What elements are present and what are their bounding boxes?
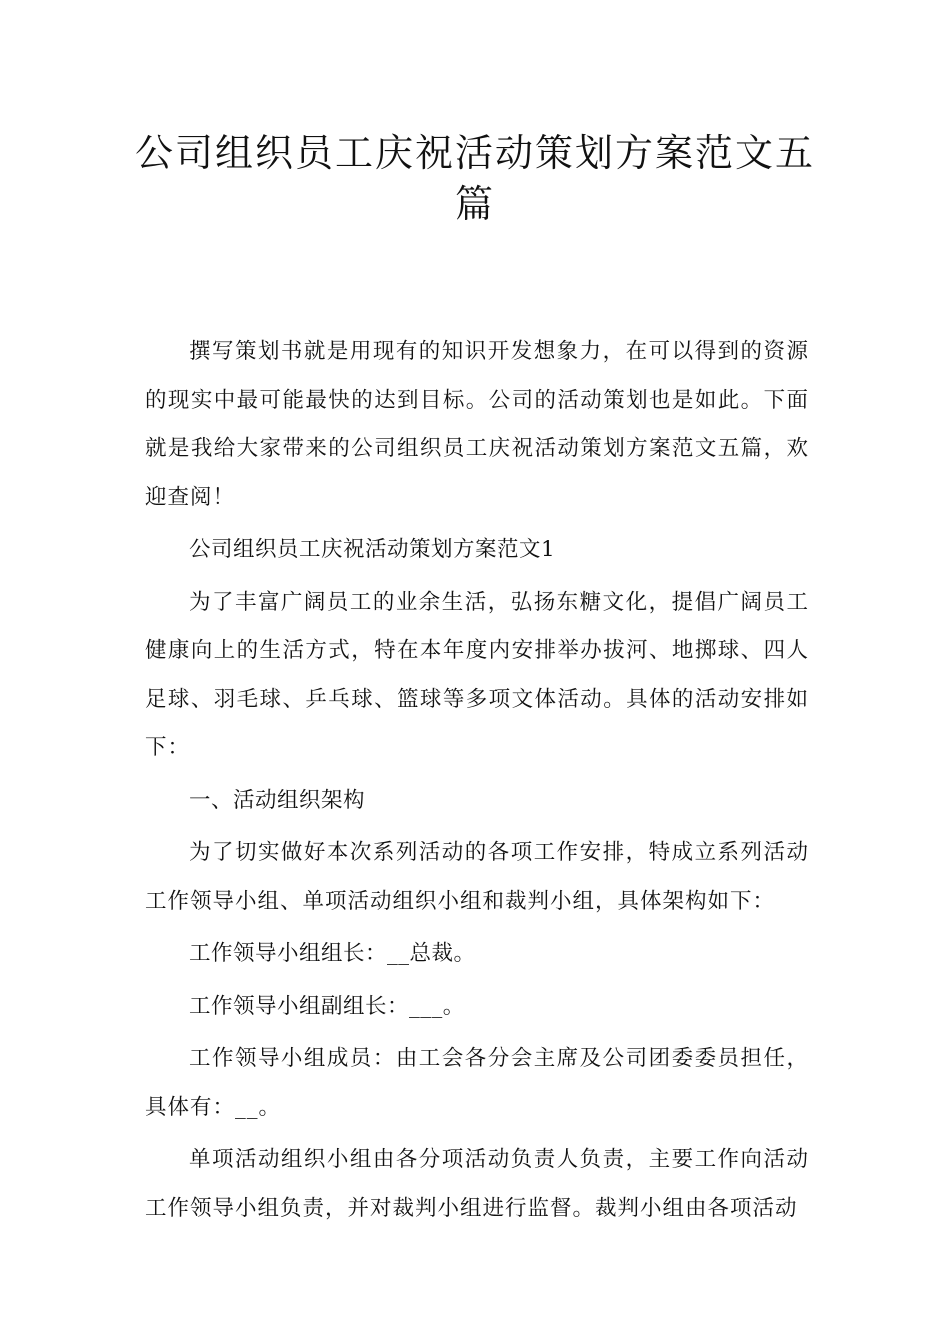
section-heading-organization: 一、活动组织架构 bbox=[189, 787, 366, 813]
deputy-leader-line: 工作领导小组副组长：___。 bbox=[189, 993, 465, 1019]
single-event-group-paragraph: 单项活动组织小组由各分项活动负责人负责，主要工作向活动工作领导小组负责，并对裁判小组进行监督。裁判小组由各项活动 bbox=[145, 1147, 809, 1221]
organization-paragraph: 为了切实做好本次系列活动的各项工作安排，特成立系列活动工作领导小组、单项活动组织小组和裁判小组，具体架构如下： bbox=[145, 840, 809, 914]
activity-purpose-paragraph: 为了丰富广阔员工的业余生活，弘扬东糖文化，提倡广阔员工健康向上的生活方式，特在本年度内安排举办拔河、地掷球、四人足球、羽毛球、乒乓球、篮球等多项文体活动。具体的活动安排如下： bbox=[145, 589, 809, 760]
members-paragraph: 工作领导小组成员：由工会各分会主席及公司团委委员担任，具体有：__。 bbox=[145, 1046, 809, 1120]
intro-paragraph: 撰写策划书就是用现有的知识开发想象力，在可以得到的资源的现实中最可能最快的达到目标。公司的活动策划也是如此。下面就是我给大家带来的公司组织员工庆祝活动策划方案范文五篇，欢迎查阅！ bbox=[145, 339, 809, 510]
leader-line: 工作领导小组组长：__总裁。 bbox=[189, 941, 476, 966]
document-title: 公司组织员工庆祝活动策划方案范文五篇 bbox=[134, 131, 815, 226]
section-heading-sample-1: 公司组织员工庆祝活动策划方案范文1 bbox=[189, 537, 556, 562]
document-body bbox=[145, 328, 809, 1237]
